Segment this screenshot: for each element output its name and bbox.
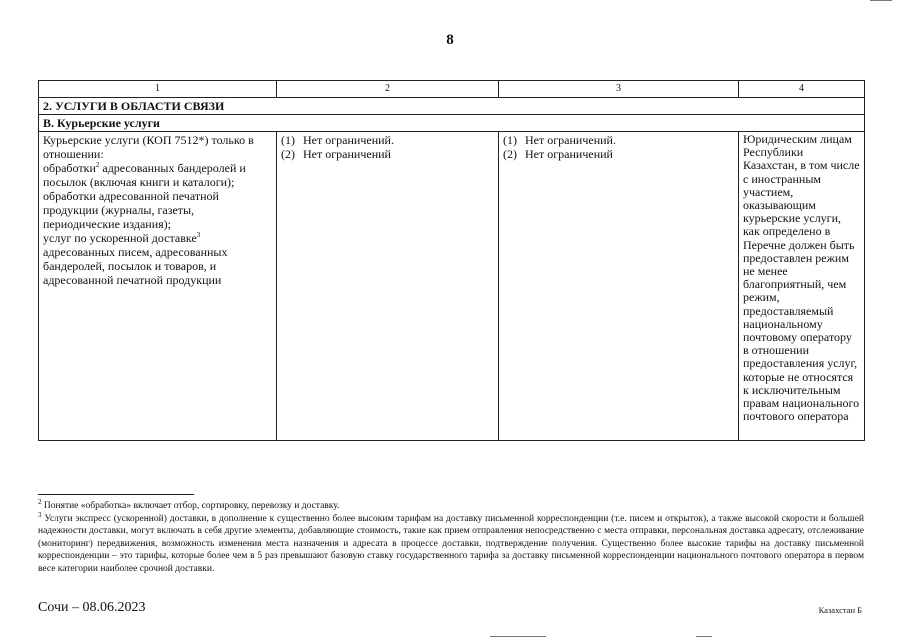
item-text: Нет ограничений xyxy=(525,147,613,161)
column-number-3: 3 xyxy=(499,81,739,98)
item-number: (1) xyxy=(281,133,295,147)
footnote-3 xyxy=(38,510,864,576)
footer-country: Казахстан Б xyxy=(818,605,862,615)
item-number: (2) xyxy=(281,147,295,161)
footnote-ref-2: 2 xyxy=(95,161,100,169)
footnote-2 xyxy=(38,497,864,513)
sector-line-4 xyxy=(43,231,272,287)
sector-line-2-start: обработки xyxy=(43,161,96,175)
footnote-2-text: Понятие «обработка» включает отбор, сортировку, перевозку и доставку. xyxy=(41,501,340,511)
column-number-row xyxy=(39,81,865,98)
market-access-cell xyxy=(277,132,499,441)
national-treatment-item-1 xyxy=(503,133,734,147)
sector-line-4-end: адресованных писем, адресованных бандеролей, посылок и товаров, и адресованной печатной продукции xyxy=(43,245,228,287)
item-number: (1) xyxy=(503,133,517,147)
item-number: (2) xyxy=(503,147,517,161)
sector-line-1: Курьерские услуги (КОП 7512*) только в отношении: xyxy=(43,133,254,161)
subsection-row xyxy=(39,115,865,132)
national-treatment-cell xyxy=(499,132,739,441)
item-text: Нет ограничений. xyxy=(303,133,394,147)
footer-date: Сочи – 08.06.2023 xyxy=(38,600,146,615)
footnote-2-number: 2 xyxy=(38,497,42,506)
page-number: 8 xyxy=(446,32,454,48)
national-treatment-item-2 xyxy=(503,147,734,161)
courier-services-row xyxy=(39,132,865,441)
sector-line-2 xyxy=(43,161,272,189)
scan-artifact xyxy=(696,636,712,637)
market-access-item-2 xyxy=(281,147,494,161)
footnote-separator xyxy=(38,494,194,495)
scan-artifact xyxy=(490,636,546,637)
section-title: 2. УСЛУГИ В ОБЛАСТИ СВЯЗИ xyxy=(39,98,865,115)
subsection-title: B. Курьерские услуги xyxy=(39,115,865,132)
sector-line-4-start: услуг по ускоренной доставке xyxy=(43,231,197,245)
footnote-3-number: 3 xyxy=(38,510,42,519)
sector-description-cell xyxy=(39,132,277,441)
sector-line-3: обработки адресованной печатной продукции (журналы, газеты, периодические издания); xyxy=(43,189,219,231)
footnotes xyxy=(38,497,864,575)
item-text: Нет ограничений. xyxy=(525,133,616,147)
additional-commitments-cell: Юридическим лицам Республики Казахстан, в том числе с иностранным участием, оказывающим курьерские услуги, как определено в Перечне должен быть предоставлен режим не менее благоприятный, чем режим, предоставляемый национальному почтовому оператору в отношении предоставления услуг, которые не относятся к исключительным правам национального почтового оператора xyxy=(739,132,865,441)
footnote-ref-3: 3 xyxy=(196,231,201,239)
column-number-4: 4 xyxy=(739,81,865,98)
scan-artifact xyxy=(870,0,892,1)
section-row xyxy=(39,98,865,115)
column-number-1: 1 xyxy=(39,81,277,98)
market-access-item-1 xyxy=(281,133,494,147)
item-text: Нет ограничений xyxy=(303,147,391,161)
column-number-2: 2 xyxy=(277,81,499,98)
footnote-3-text: Услуги экспресс (ускоренной) доставки, в дополнение к существенно более высоким тарифам на доставку письменной корреспонденции (т.е. писем и открыток), а также высокой скорости и большей надежности доставки, могут включать в себя другие элементы, добавляющие стоимость, такие как прием отправления непосредственно с места отправки, персональная доставка адресату, отслеживание (мониторинг) передвижения, возможность изменения места назначения и адресата в процессе доставки, подтверждение получения. Существенно более высокие тарифы на доставку письменной корреспонденции – это тарифы, которые более чем в 5 раз превышают базовую ставку государственного тарифа за доставку письменной корреспонденции национального почтового оператора в первом весе категории наиболее срочной доставки. xyxy=(38,513,864,574)
sector-line-2-end: адресованных бандеролей и посылок (включая книги и каталоги); xyxy=(43,161,246,189)
schedule-table xyxy=(38,80,865,441)
